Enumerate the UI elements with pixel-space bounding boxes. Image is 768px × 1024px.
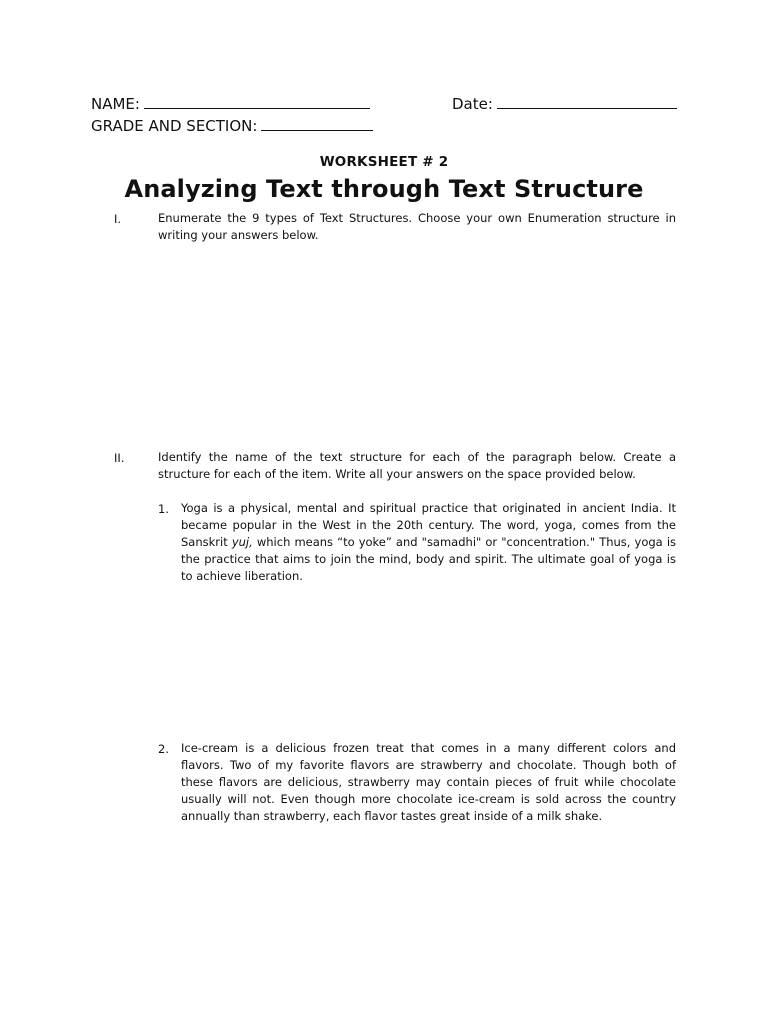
section-1-instruction: Enumerate the 9 types of Text Structures. Choose your own Enumeration structure in writing your answers below.: [158, 211, 676, 242]
item-2-number: 2.: [158, 742, 169, 756]
section-2-numeral: II.: [114, 451, 125, 465]
grade-section-blank-line: [261, 115, 373, 131]
item-1-number: 1.: [158, 502, 169, 516]
item-1-paragraph: [181, 500, 676, 585]
name-field-row: [91, 93, 370, 114]
page-title: Analyzing Text through Text Structure: [124, 175, 644, 203]
date-label: Date:: [452, 95, 493, 113]
name-blank-line: [144, 93, 370, 109]
date-blank-line: [497, 93, 677, 109]
date-field-row: [452, 93, 677, 114]
item-1-italic-word: yuj,: [231, 535, 253, 549]
grade-section-field-row: [91, 115, 373, 136]
section-1-numeral: I.: [114, 212, 122, 226]
worksheet-number: WORKSHEET # 2: [319, 154, 449, 170]
section-2-instruction: Identify the name of the text structure for each of the paragraph below. Create a structure for each of the item. Write all your answers on the space provided below.: [158, 450, 676, 481]
item-2-paragraph: Ice-cream is a delicious frozen treat that comes in a many different colors and flavors. Two of my favorite flavors are strawberry and chocolate. Though both of these flavors are delicious, strawberry may contain pieces of fruit while chocolate usually will not. Even though more chocolate ice-cream is sold across the country annually than strawberry, each flavor tastes great inside of a milk shake.: [181, 741, 676, 823]
grade-section-label: GRADE AND SECTION:: [91, 117, 258, 135]
name-label: NAME:: [91, 95, 140, 113]
item-1-text-end: which means “to yoke” and "samadhi" or "concentration." Thus, yoga is the practice that aims to join the mind, body and spirit. The ultimate goal of yoga is to achieve liberation.: [181, 535, 677, 583]
item-1-text-start: Yoga is a physical, mental and spiritual practice that originated in ancient India. It became popular in the West in the 20th century. The word, yoga, comes from the Sanskrit: [181, 501, 676, 549]
